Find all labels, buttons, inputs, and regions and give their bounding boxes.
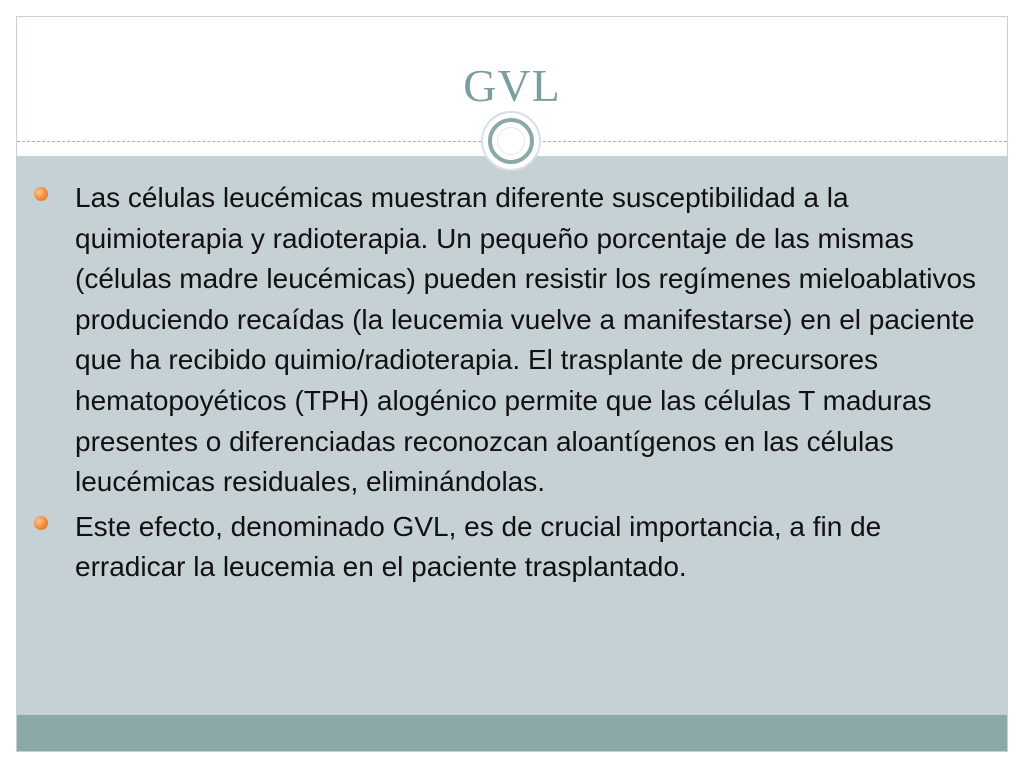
circle-ornament-icon: [481, 111, 541, 171]
footer-bar: [17, 715, 1007, 751]
bullet-list: [28, 178, 978, 592]
bullet-dot-icon: [34, 516, 48, 530]
bullet-item: [28, 178, 978, 503]
slide-title: GVL: [463, 60, 561, 111]
ornament-inner-ring: [497, 127, 525, 155]
bullet-dot-icon: [34, 187, 48, 201]
bullet-text: Las células leucémicas muestran diferente susceptibilidad a la quimioterapia y radioterapia. Un pequeño porcentaje de las mismas (células madre leucémicas) pueden resistir los regímenes mieloablativos produciendo recaídas (la leucemia vuelve a manifestarse) en el paciente que ha recibido quimio/radioterapia. El trasplante de precursores hematopoyéticos (TPH) alogénico permite que las células T maduras presentes o diferenciadas reconozcan aloantígenos en las células leucémicas residuales, eliminándolas.: [75, 182, 977, 498]
bullet-text: Este efecto, denominado GVL, es de crucial importancia, a fin de erradicar la leucemia en el paciente trasplantado.: [75, 510, 882, 583]
ornament-ring: [488, 118, 534, 164]
bullet-item: [28, 507, 978, 588]
